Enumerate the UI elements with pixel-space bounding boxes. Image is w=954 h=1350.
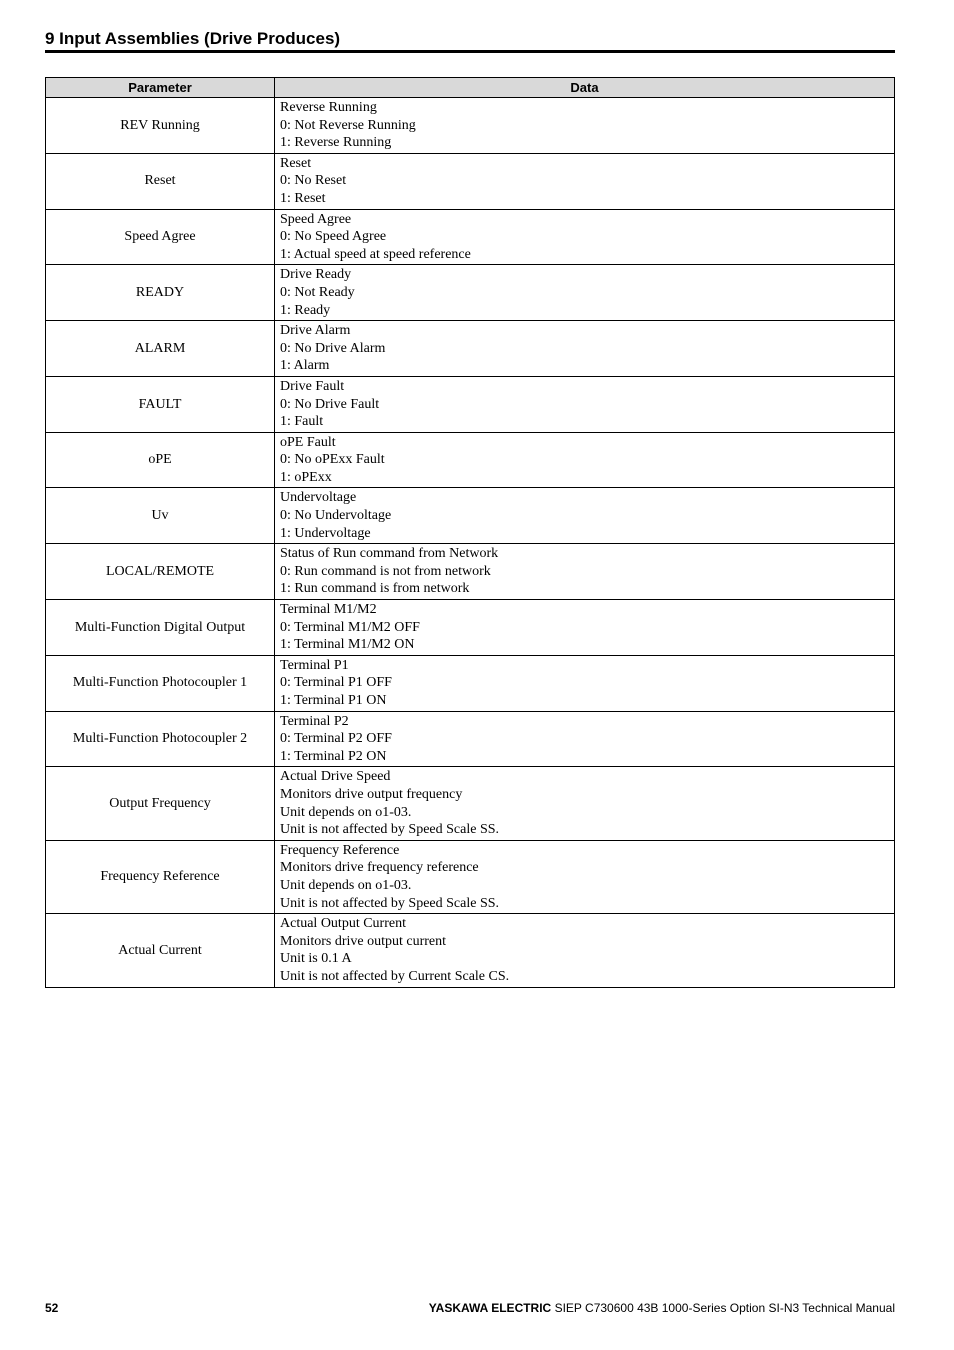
data-line: 0: Not Ready: [280, 284, 355, 300]
data-line: 0: Run command is not from network: [280, 563, 491, 579]
data-line: Reverse Running: [280, 100, 377, 115]
data-cell: [275, 840, 895, 913]
table-body: [46, 98, 895, 988]
page-number: 52: [45, 1301, 59, 1315]
data-line: Unit is not affected by Speed Scale SS.: [280, 822, 500, 838]
data-line: 1: Alarm: [280, 358, 330, 374]
data-line: 0: No Speed Agree: [280, 229, 387, 245]
table-row: [46, 711, 895, 767]
data-cell: [275, 767, 895, 840]
data-line: 1: Run command is from network: [280, 581, 470, 597]
parameter-cell: oPE: [46, 432, 275, 488]
data-line: Unit is not affected by Current Scale CS.: [280, 968, 510, 984]
data-line: 1: Fault: [280, 414, 324, 430]
footer-brand: YASKAWA ELECTRIC: [428, 1301, 552, 1315]
data-line: Unit is not affected by Speed Scale SS.: [280, 895, 500, 911]
parameter-cell: Reset: [46, 153, 275, 209]
data-line: 0: No Drive Fault: [280, 396, 380, 412]
table-row: [46, 265, 895, 321]
footer-manual-title: [429, 1300, 895, 1316]
table-header-row: [46, 78, 895, 98]
data-line: Drive Ready: [280, 267, 352, 283]
header-data: Data: [275, 78, 895, 98]
parameter-cell: Speed Agree: [46, 209, 275, 265]
section-title: 9 Input Assemblies (Drive Produces): [45, 29, 341, 48]
data-cell: [275, 209, 895, 265]
data-line: Monitors drive output current: [280, 933, 447, 949]
data-line: Terminal M1/M2: [280, 602, 377, 618]
data-line: 0: No Reset: [280, 173, 347, 189]
data-line: 1: Terminal P2 ON: [280, 748, 387, 764]
section-header: [45, 28, 895, 53]
table-row: [46, 600, 895, 656]
data-line: 0: No Drive Alarm: [280, 340, 386, 356]
data-cell: [275, 98, 895, 154]
table-row: [46, 840, 895, 913]
data-line: Terminal P2: [280, 713, 349, 729]
data-cell: [275, 376, 895, 432]
parameter-cell: Multi-Function Photocoupler 2: [46, 711, 275, 767]
data-cell: [275, 600, 895, 656]
data-line: Frequency Reference: [280, 842, 400, 858]
data-line: 0: No oPExx Fault: [280, 452, 385, 468]
table-row: [46, 209, 895, 265]
data-line: oPE Fault: [280, 434, 336, 450]
data-cell: [275, 321, 895, 377]
table-row: [46, 488, 895, 544]
parameter-cell: Frequency Reference: [46, 840, 275, 913]
data-line: Undervoltage: [280, 490, 357, 506]
data-cell: [275, 711, 895, 767]
data-line: 1: Actual speed at speed reference: [280, 246, 471, 262]
data-line: Monitors drive frequency reference: [280, 860, 479, 876]
data-line: 0: Not Reverse Running: [280, 117, 416, 133]
data-line: Reset: [280, 155, 312, 171]
table-row: [46, 153, 895, 209]
data-line: 0: Terminal P1 OFF: [280, 675, 392, 691]
data-line: Speed Agree: [280, 211, 352, 227]
table-row: [46, 914, 895, 987]
data-cell: [275, 432, 895, 488]
data-line: Drive Fault: [280, 378, 345, 394]
data-line: Unit depends on o1-03.: [280, 877, 412, 893]
data-line: Drive Alarm: [280, 323, 351, 339]
data-cell: [275, 655, 895, 711]
page-footer: [45, 1300, 895, 1316]
table-row: [46, 321, 895, 377]
data-line: 0: Terminal M1/M2 OFF: [280, 619, 420, 635]
data-line: 1: oPExx: [280, 469, 332, 485]
data-cell: [275, 265, 895, 321]
data-line: Unit is 0.1 A: [280, 951, 352, 967]
data-line: 1: Undervoltage: [280, 525, 371, 541]
data-cell: [275, 153, 895, 209]
data-line: 0: No Undervoltage: [280, 508, 392, 524]
data-line: Actual Output Current: [280, 916, 406, 932]
table-row: [46, 544, 895, 600]
data-line: 0: Terminal P2 OFF: [280, 731, 392, 747]
parameter-cell: Actual Current: [46, 914, 275, 987]
data-line: 1: Terminal P1 ON: [280, 693, 387, 708]
parameter-cell: REV Running: [46, 98, 275, 154]
parameter-cell: Output Frequency: [46, 767, 275, 840]
table-row: [46, 655, 895, 711]
parameter-cell: LOCAL/REMOTE: [46, 544, 275, 600]
footer-manual: SIEP C730600 43B 1000-Series Option SI-N3 Technical Manual: [551, 1301, 895, 1315]
parameter-cell: Multi-Function Digital Output: [46, 600, 275, 656]
header-parameter: Parameter: [46, 78, 275, 98]
data-line: 1: Ready: [280, 302, 331, 318]
table-row: [46, 767, 895, 840]
table-row: [46, 376, 895, 432]
table-row: [46, 98, 895, 154]
data-cell: [275, 488, 895, 544]
data-line: 1: Terminal M1/M2 ON: [280, 637, 415, 653]
parameter-table: [45, 77, 895, 988]
data-line: Terminal P1: [280, 657, 349, 673]
parameter-cell: READY: [46, 265, 275, 321]
data-line: Actual Drive Speed: [280, 769, 391, 785]
table-row: [46, 432, 895, 488]
parameter-cell: ALARM: [46, 321, 275, 377]
parameter-cell: Multi-Function Photocoupler 1: [46, 655, 275, 711]
parameter-cell: FAULT: [46, 376, 275, 432]
data-line: Status of Run command from Network: [280, 546, 499, 562]
data-line: 1: Reverse Running: [280, 135, 392, 151]
parameter-cell: Uv: [46, 488, 275, 544]
data-line: Monitors drive output frequency: [280, 786, 463, 802]
data-line: 1: Reset: [280, 190, 326, 206]
data-cell: [275, 544, 895, 600]
data-cell: [275, 914, 895, 987]
data-line: Unit depends on o1-03.: [280, 804, 412, 820]
